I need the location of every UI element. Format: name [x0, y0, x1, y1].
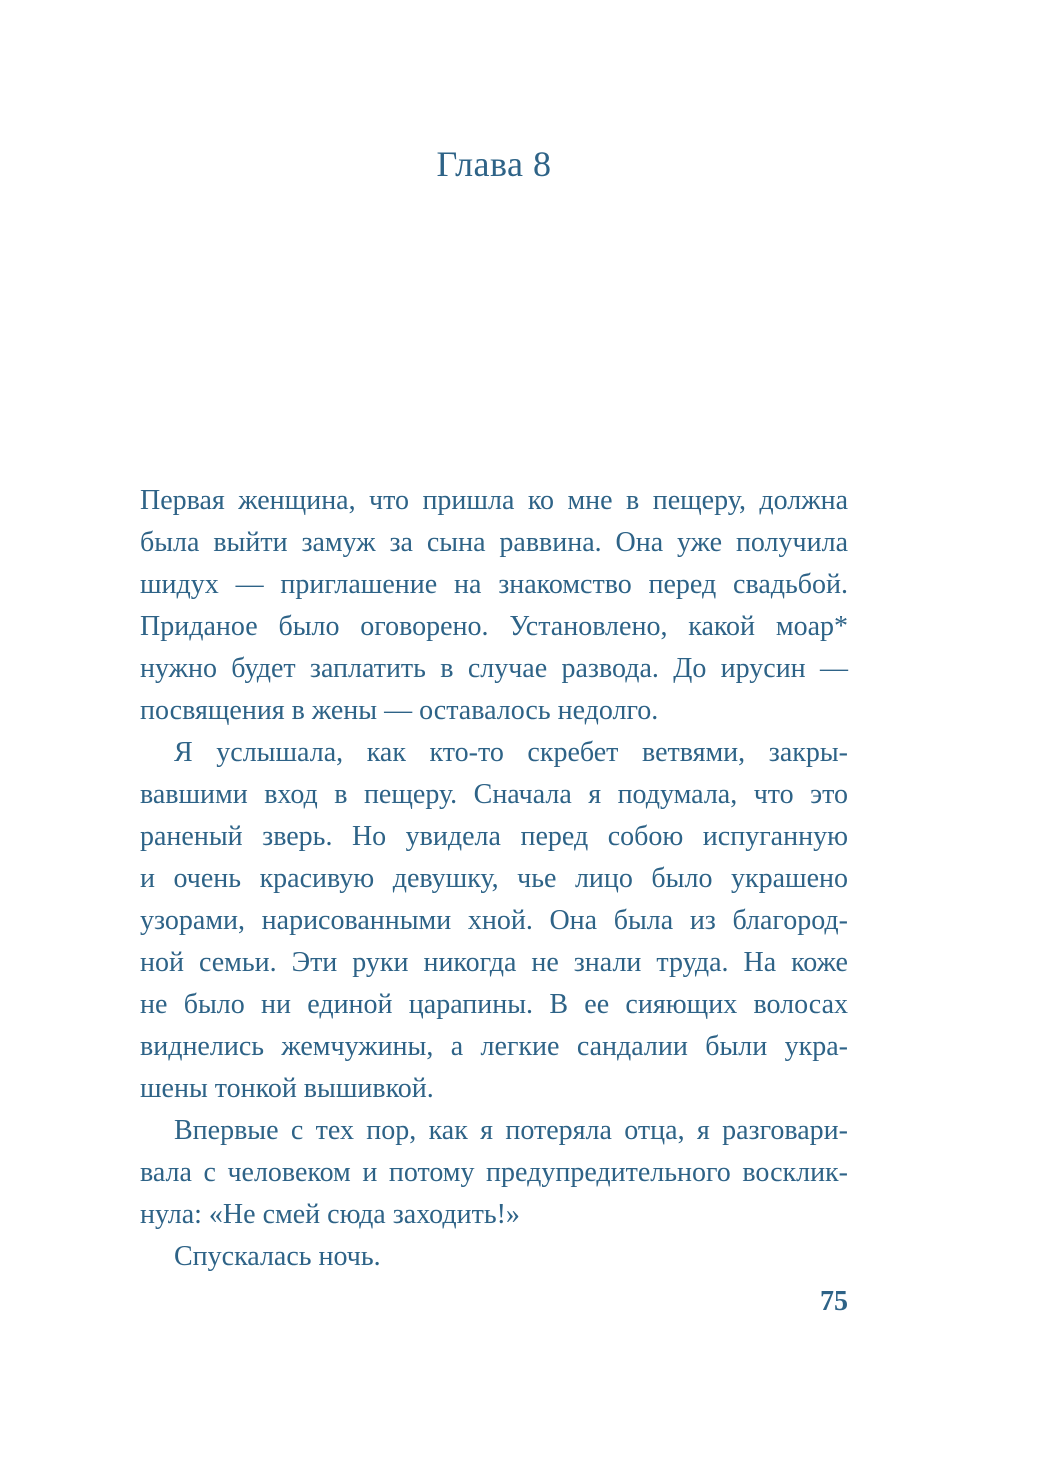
text-line: шены тонкой вышивкой.: [140, 1073, 434, 1104]
text-line: вала с человеком и потому предупредительного восклик-: [140, 1157, 848, 1188]
text-line: Впервые с тех пор, как я потеряла отца, я разговари-: [174, 1115, 848, 1146]
text-line: раненый зверь. Но увидела перед собою испуганную: [140, 821, 848, 852]
text-line: виднелись жемчужины, а легкие сандалии были укра-: [140, 1031, 848, 1062]
page-number: 75: [820, 1286, 848, 1317]
text-line: была выйти замуж за сына раввина. Она уже получила: [140, 527, 848, 558]
text-line: Первая женщина, что пришла ко мне в пещеру, должна: [140, 485, 848, 516]
body-text: [140, 480, 848, 1278]
text-line: Спускалась ночь.: [174, 1241, 381, 1272]
text-line: узорами, нарисованными хной. Она была из благород-: [140, 905, 848, 936]
text-line: вавшими вход в пещеру. Сначала я подумала, что это: [140, 779, 848, 810]
text-line: посвящения в жены — оставалось недолго.: [140, 695, 659, 726]
text-line: нужно будет заплатить в случае развода. До ирусин —: [140, 653, 848, 684]
text-line: ной семьи. Эти руки никогда не знали труда. На коже: [140, 947, 848, 978]
chapter-heading: Глава 8: [436, 144, 552, 184]
text-line: Я услышала, как кто-то скребет ветвями, закры-: [174, 737, 848, 768]
text-line: не было ни единой царапины. В ее сияющих волосах: [140, 989, 848, 1020]
text-line: Приданое было оговорено. Установлено, какой моар*: [140, 611, 848, 642]
text-line: и очень красивую девушку, чье лицо было украшено: [140, 863, 848, 894]
text-line: нула: «Не смей сюда заходить!»: [140, 1199, 520, 1230]
text-line: шидух — приглашение на знакомство перед свадьбой.: [140, 569, 848, 600]
